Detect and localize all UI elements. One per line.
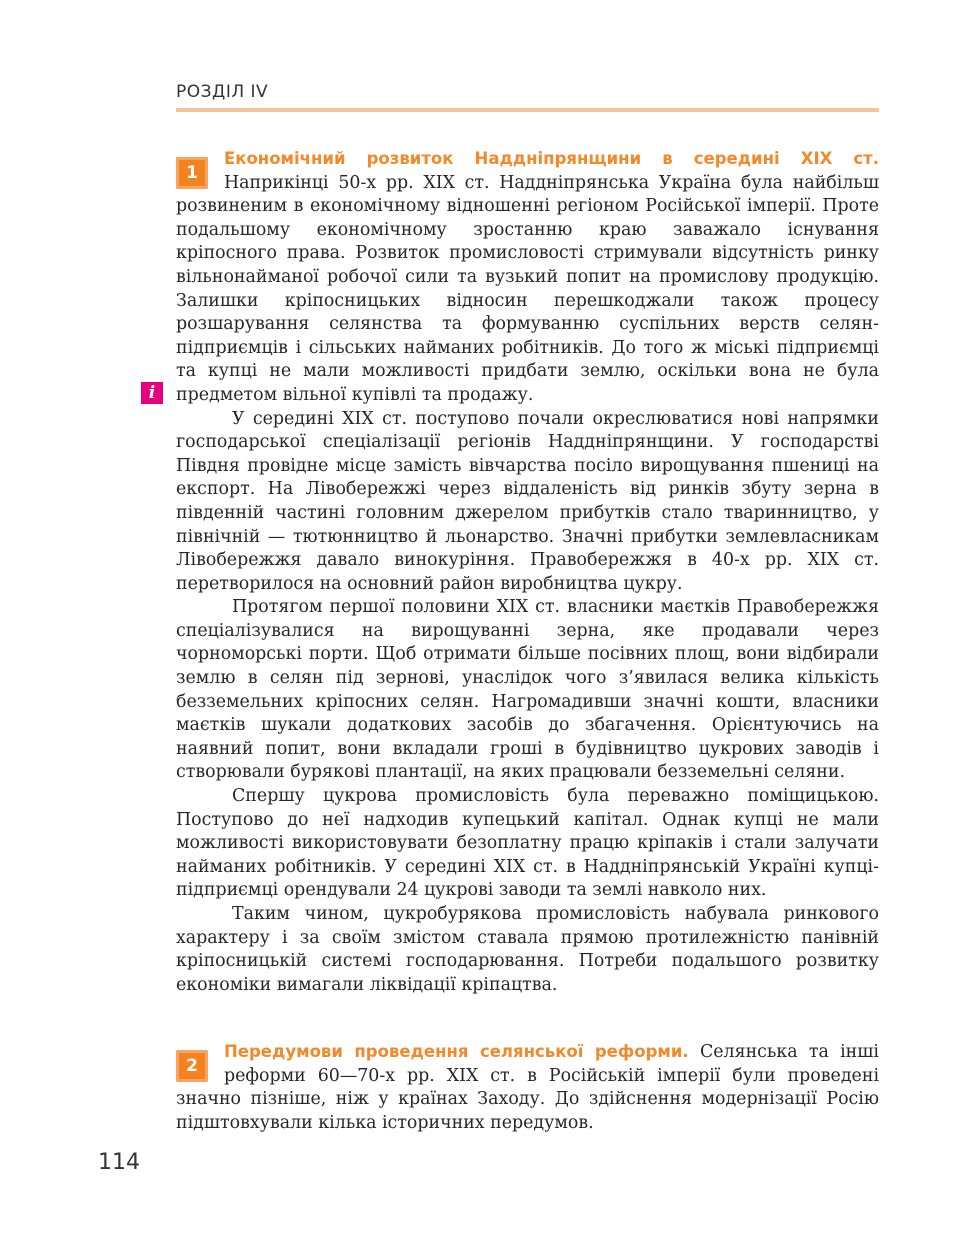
paragraph: У середині XIX ст. поступово почали окреслюватися нові напрямки господарської спеціалізації регіонів Наддніпрянщини. У господарстві Півдня провідне місце замість вівчарства посіло вирощування пшениці на експорт. На Лівобережжі через віддаленість від ринків збуту зерна в південній частині головним джерелом прибутків стало тваринництво, у північній — тютюнництво й льонарство. Значні прибутки землевласникам Лівобережжя давало винокуріння. Правобережжя в 40-х рр. XIX ст. перетворилося на основний район виробництва цукру. xyxy=(176,408,879,594)
section-paragraph xyxy=(176,147,879,408)
section-number-badge: 1 xyxy=(176,157,208,189)
paragraph: Таким чином, цукробурякова промисловість набувала ринкового характеру і за своїм змістом ставала прямою протилежністю панівній кріпосницькій системі господарювання. Потреби подальшого розвитку економіки вимагали ліквідації кріпацтва. xyxy=(176,904,879,995)
paragraph-text: Наприкінці 50-х рр. XIX ст. Наддніпрянська Україна була найбільш розвиненим в економічному відношенні регіоном Російської імперії. Проте подальшому економічному зростанню краю заважало існування кріпосного права. Розвиток промисловості стримували відсутність ринку вільнонайманої робочої сили та вузький попит на промислову продукцію. Залишки кріпосницьких відносин перешкоджали також процесу розшарування селянства та формуванню суспільних верств селян-підприємців і сільських найманих робітників. До того ж міські підприємці та купці не мали можливості придбати землю, оскільки вона не була предметом вільної купівлі та продажу. xyxy=(176,172,879,405)
page-number: 114 xyxy=(98,1150,140,1175)
paragraph-text: Селянська та інші реформи 60—70-х рр. XIX ст. в Російській імперії були проведені значно пізніше, ніж у країнах Заходу. До здійснення модернізації Росію підштовхували кілька історичних передумов. xyxy=(176,1042,879,1133)
info-icon: i xyxy=(141,382,163,404)
section-1 xyxy=(176,147,879,997)
paragraph: Спершу цукрова промисловість була переважно поміщицькою. Поступово до неї надходив купецький капітал. Однак купці не мали можливості використовувати безоплатну працю кріпаків і стали залучати найманих робітників. У середині XIX ст. в Наддніпрянській Україні купці-підприємці орендували 24 цукрові заводи та землі навколо них. xyxy=(176,786,879,901)
chapter-header: РОЗДІЛ IV xyxy=(176,82,269,102)
section-paragraph xyxy=(176,1040,879,1135)
section-title: Передумови проведення селянської реформи. xyxy=(224,1042,689,1061)
section-title: Економічний розвиток Наддніпрянщини в середині XIX ст. xyxy=(224,149,879,168)
section-2 xyxy=(176,1040,879,1135)
section-number-badge: 2 xyxy=(176,1050,208,1082)
paragraph: Протягом першої половини XIX ст. власники маєтків Правобережжя спеціалізувалися на вирощуванні зерна, яке продавали через чорноморські порти. Щоб отримати більше посівних площ, вони відбирали землю в селян під зернові, унаслідок чого з’явилася велика кількість безземельних кріпосних селян. Нагромадивши значні кошти, власники маєтків шукали додаткових засобів до збагачення. Орієнтуючись на наявний попит, вони вкладали гроші в будівництво цукрових заводів і створювали бурякові плантації, на яких працювали безземельні селяни. xyxy=(176,597,879,783)
header-divider xyxy=(176,108,879,112)
